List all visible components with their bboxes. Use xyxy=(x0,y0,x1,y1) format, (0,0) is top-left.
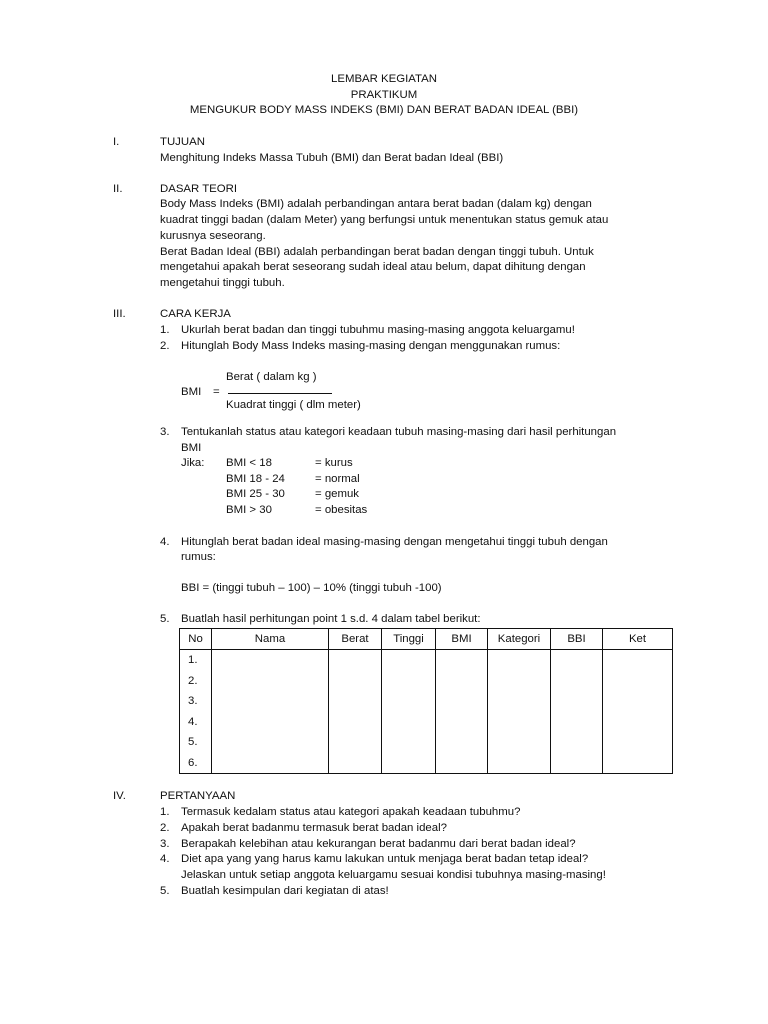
nama-cell[interactable] xyxy=(212,650,329,774)
results-table xyxy=(179,628,673,774)
tujuan-text: Menghitung Indeks Massa Tubuh (BMI) dan Berat badan Ideal (BBI) xyxy=(160,152,504,164)
question-number: 5. xyxy=(160,885,170,897)
bbi-formula: BBI = (tinggi tubuh – 100) – 10% (tinggi tubuh -100) xyxy=(181,582,442,594)
step-4-text-cont: rumus: xyxy=(181,551,216,563)
question-text: Buatlah kesimpulan dari kegiatan di atas! xyxy=(181,885,389,897)
doc-heading: MENGUKUR BODY MASS INDEKS (BMI) DAN BERAT BADAN IDEAL (BBI) xyxy=(189,104,579,116)
question-number: 2. xyxy=(160,822,170,834)
section-number-iv: IV. xyxy=(113,790,126,802)
dasar-teori-line: kuadrat tinggi badan (dalam Meter) yang berfungsi untuk menentukan status gemuk atau xyxy=(160,214,609,226)
step-5-text: Buatlah hasil perhitungan point 1 s.d. 4 dalam tabel berikut: xyxy=(181,613,481,625)
row-number: 1. xyxy=(188,654,198,666)
bmi-criteria-result: = kurus xyxy=(315,457,353,469)
bmi-formula-denominator: Kuadrat tinggi ( dlm meter) xyxy=(226,399,361,411)
question-number: 1. xyxy=(160,806,170,818)
bmi-criteria-range: BMI 25 - 30 xyxy=(226,488,285,500)
column-header-no: No xyxy=(180,629,212,650)
row-number: 6. xyxy=(188,756,198,769)
berat-cell[interactable] xyxy=(329,650,382,774)
row-number: 4. xyxy=(188,715,198,728)
bmi-criteria-range: BMI < 18 xyxy=(226,457,272,469)
ket-cell[interactable] xyxy=(603,650,673,774)
table-header-row xyxy=(180,629,673,650)
column-header-bmi: BMI xyxy=(436,629,488,650)
question-text-cont: Jelaskan untuk setiap anggota keluargamu sesuai kondisi tubuhnya masing-masing! xyxy=(181,869,606,881)
bmi-formula-equals: = xyxy=(213,386,220,398)
doc-subtitle: PRAKTIKUM xyxy=(350,89,418,101)
column-header-ket: Ket xyxy=(603,629,673,650)
question-number: 4. xyxy=(160,853,170,865)
doc-title: LEMBAR KEGIATAN xyxy=(331,73,437,85)
section-title-dasar-teori: DASAR TEORI xyxy=(160,183,238,195)
bmi-criteria-range: BMI > 30 xyxy=(226,504,272,516)
step-number: 3. xyxy=(160,426,170,438)
kategori-cell[interactable] xyxy=(488,650,551,774)
question-text: Termasuk kedalam status atau kategori apakah keadaan tubuhmu? xyxy=(181,806,521,818)
column-header-bbi: BBI xyxy=(551,629,603,650)
section-number-i: I. xyxy=(113,136,120,148)
step-number: 5. xyxy=(160,613,170,625)
section-number-iii: III. xyxy=(113,308,126,320)
step-4-text: Hitunglah berat badan ideal masing-masing dengan mengetahui tinggi tubuh dengan xyxy=(181,536,608,548)
dasar-teori-line: mengetahui apakah berat seseorang sudah ideal atau belum, dapat dihitung dengan xyxy=(160,261,586,273)
section-number-ii: II. xyxy=(113,183,123,195)
step-number: 1. xyxy=(160,324,170,336)
row-number: 2. xyxy=(188,674,198,687)
row-number: 3. xyxy=(188,695,198,707)
bmi-criteria-result: = normal xyxy=(315,473,360,485)
question-text: Diet apa yang yang harus kamu lakukan untuk menjaga berat badan tetap ideal? xyxy=(181,853,589,865)
dasar-teori-line: kurusnya seseorang. xyxy=(160,230,266,242)
section-title-tujuan: TUJUAN xyxy=(160,136,205,148)
section-title-pertanyaan: PERTANYAAN xyxy=(160,790,236,802)
bmi-criteria-result: = obesitas xyxy=(315,504,368,516)
fraction-line xyxy=(228,393,332,394)
section-title-cara-kerja: CARA KERJA xyxy=(160,308,231,320)
bbi-cell[interactable] xyxy=(551,650,603,774)
dasar-teori-line: Body Mass Indeks (BMI) adalah perbandingan antara berat badan (dalam kg) dengan xyxy=(160,198,592,210)
step-3-text-cont: BMI xyxy=(181,442,202,454)
column-header-berat: Berat xyxy=(329,629,382,650)
column-header-tinggi: Tinggi xyxy=(382,629,436,650)
question-text: Berapakah kelebihan atau kekurangan berat badanmu dari berat badan ideal? xyxy=(181,838,576,850)
bmi-formula-label: BMI xyxy=(181,386,202,398)
step-number: 4. xyxy=(160,536,170,548)
column-header-nama: Nama xyxy=(212,629,329,650)
tinggi-cell[interactable] xyxy=(382,650,436,774)
step-3-text: Tentukanlah status atau kategori keadaan tubuh masing-masing dari hasil perhitungan xyxy=(181,426,617,438)
row-number: 5. xyxy=(188,736,198,748)
column-header-kategori: Kategori xyxy=(488,629,551,650)
step-1-text: Ukurlah berat badan dan tinggi tubuhmu masing-masing anggota keluargamu! xyxy=(181,324,575,336)
bmi-criteria-range: BMI 18 - 24 xyxy=(226,473,285,485)
bmi-cell[interactable] xyxy=(436,650,488,774)
dasar-teori-line: Berat Badan Ideal (BBI) adalah perbandingan berat badan dengan tinggi tubuh. Untuk xyxy=(160,246,594,258)
step-2-text: Hitunglah Body Mass Indeks masing-masing dengan menggunakan rumus: xyxy=(181,340,561,352)
jika-label: Jika: xyxy=(181,457,205,469)
dasar-teori-line: mengetahui tinggi tubuh. xyxy=(160,277,285,289)
question-number: 3. xyxy=(160,838,170,850)
step-number: 2. xyxy=(160,340,170,352)
bmi-criteria-result: = gemuk xyxy=(315,488,360,500)
question-text: Apakah berat badanmu termasuk berat badan ideal? xyxy=(181,822,447,834)
row-numbers-cell xyxy=(180,650,212,774)
bmi-formula-numerator: Berat ( dalam kg ) xyxy=(226,371,317,383)
table-body-row xyxy=(180,650,673,774)
